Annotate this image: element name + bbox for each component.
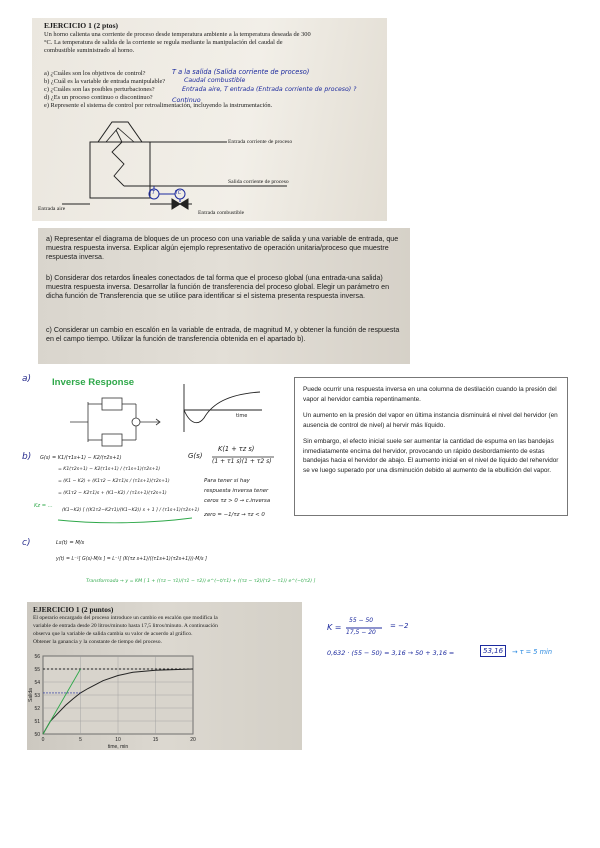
inverse-response-plot	[178, 380, 268, 440]
ex1-answer-c: Entrada aire, T entrada (Entrada corriente de proceso) ?	[182, 86, 357, 93]
ex1-question-b: b) ¿Cuál es la variable de entrada manipulable?	[44, 78, 166, 85]
ex1-title: EJERCICIO 1 (2 ptos)	[44, 21, 119, 30]
gs-note: Para tener si hay	[204, 478, 250, 484]
y-tick-label: 53	[34, 693, 40, 699]
ex3-text-line: Obtener la ganancia y la constante de tiempo del proceso.	[33, 639, 162, 645]
tt-label: TT	[149, 191, 155, 196]
gs-derivation-line: = (K1 − K2) + (K1τ2 − K2τ1)s / (τ1s+1)(τ2s+1)	[58, 479, 170, 484]
fuel-label: Entrada combustible	[198, 210, 245, 216]
kz-label: Kz = ...	[34, 503, 53, 509]
x-tick-label: 5	[79, 737, 82, 743]
gs-note: zero = −1/τz → τz < 0	[204, 512, 265, 518]
gs-result-numerator: K(1 + τz s)	[218, 445, 255, 453]
tau-calculation: 0,632 · (55 − 50) = 3,16 → 50 + 3,16 =	[327, 649, 455, 657]
y-tick-label: 54	[34, 680, 40, 686]
ex1-intro-line: combustible suministrado al horno.	[44, 47, 135, 54]
box-paragraph: Un aumento en la presión del vapor en última instancia disminuirá el nivel del hervidor (en ausencia de control de nivel) al hervir más líquido.	[303, 411, 558, 429]
tau-boxed-value: 53,16	[480, 645, 506, 657]
gs-derivation-line: = K1(τ2s+1) − K2(τ1s+1) / (τ1s+1)(τ2s+1)	[58, 467, 161, 472]
step-response-chart	[27, 650, 227, 750]
gs-label: G(s)	[188, 452, 203, 460]
box-paragraph: Puede ocurrir una respuesta inversa en una columna de destilación cuando la presión del vapor al hervidor cambia repentinamente.	[303, 386, 557, 403]
ex1-intro-line: °C. La temperatura de salida de la corriente se regula mediante la manipulación del caudal de	[44, 39, 283, 46]
gain-numerator: 55 − 50	[349, 617, 374, 624]
ex3-text-line: El operario encargado del proceso introduce un cambio en escalón que modifica la	[33, 615, 218, 621]
gs-derivation-line: = (K1τ2 − K2τ1)s + (K1−K2) / (τ1s+1)(τ2s+1)	[58, 491, 167, 496]
kz-underline	[56, 516, 196, 526]
gain-lhs: K =	[327, 623, 342, 632]
y-axis-label: Salida	[28, 688, 34, 702]
hw-a-label: a)	[22, 374, 32, 384]
ex3-text-line: observa que la variable de salida cambia su valor de acuerdo al gráfico.	[33, 631, 193, 637]
ex2-question-b: b) Considerar dos retardos lineales conectados de tal forma que el proceso global (una entrada-una salida) muestra respuesta inversa. Desarrollar la función de transferencia del proceso global. Elegir un parámetro en dicha función de Transferencia que se utilice para identificar si el sistema presenta respuesta inversa.	[46, 274, 390, 301]
time-axis-label: time	[236, 413, 248, 419]
ex1-intro-line: Un horno calienta una corriente de proceso desde temperatura ambiente a la temperatura deseada de 300	[44, 31, 311, 38]
y-tick-label: 55	[34, 667, 40, 673]
ex1-answer-b: Caudal combustible	[184, 77, 246, 84]
exercise-3-photo	[27, 602, 302, 750]
y-tick-label: 52	[34, 706, 40, 712]
y-tick-label: 51	[34, 719, 40, 725]
y-tick-label: 50	[34, 732, 40, 738]
furnace-diagram	[32, 18, 387, 221]
ex2-question-a: a) Representar el diagrama de bloques de un proceso con una variable de salida y una variable de entrada, que muestra respuesta inversa. Explicar algún ejemplo representativo de operación unitaria/proceso que muestre respuesta inversa.	[46, 235, 399, 262]
x-axis-label: time, min	[107, 744, 129, 750]
ex1-question-d: d) ¿Es un proceso continuo o discontinuo?	[44, 94, 153, 101]
ex1-answer-d: Continuo	[172, 96, 201, 104]
out-stream-label: Salida corriente de proceso	[228, 179, 289, 185]
tau-result: → τ = 5 min	[512, 648, 553, 656]
ex1-answer-a: T a la salida (Salida corriente de proceso)	[172, 68, 310, 76]
x-tick-label: 0	[41, 737, 45, 743]
ex3-title: EJERCICIO 1 (2 puntos)	[33, 605, 114, 614]
block-diagram	[60, 392, 180, 452]
ex1-question-e: e) Represente el sistema de control por retroalimentación, incluyendo la instrumentación.	[44, 102, 273, 109]
tc-label: TC	[175, 191, 182, 196]
hw-b-label: b)	[22, 452, 32, 462]
gain-result: = −2	[390, 622, 409, 630]
exercise-2-photo	[38, 228, 410, 364]
inverse-response-explanation-box	[294, 377, 568, 516]
c-transform-line: Transformada → y = KM [ 1 + ((τz − τ1)/(τ1 − τ2)) e^(−t/τ1) + ((τz − τ2)/(τ2 − τ1)) e^(−t/τ2) ]	[86, 579, 316, 584]
gs-result-denominator: (1 + τ1 s)(1 + τ2 s)	[212, 458, 272, 465]
ex1-question-c: c) ¿Cuáles son las posibles perturbaciones?	[44, 86, 155, 93]
ex2-question-c: c) Considerar un cambio en escalón en la variable de entrada, de magnitud M, y obtener la función de respuesta en el campo tiempo. Utilizar la función de transferencia obtenida en el apartado b).	[46, 326, 400, 344]
gs-note: ceros τz > 0 → c.inversa	[204, 498, 271, 504]
gs-note: respuesta inversa tener	[204, 488, 269, 494]
hw-c-label: c)	[22, 538, 31, 548]
x-tick-label: 10	[115, 737, 121, 743]
in-stream-label: Entrada corriente de proceso	[228, 139, 293, 145]
exercise-1-photo	[32, 18, 387, 221]
air-label: Entrada aire	[38, 206, 66, 212]
gs-final-line: (K1−K2) [ ((K1τ2−K2τ1)/(K1−K2)) s + 1 ] / (τ1s+1)(τ2s+1)	[62, 508, 200, 513]
ex1-question-a: a) ¿Cuáles son los objetivos de control?	[44, 70, 146, 77]
gs-derivation-line: G(s) = K1/(τ1s+1) − K2/(τ2s+1)	[40, 455, 122, 461]
ex3-text-line: variable de entrada desde 20 litros/minuto hasta 17,5 litros/minuto. A continuación	[33, 623, 218, 629]
inverse-response-title: Inverse Response	[52, 377, 135, 388]
x-tick-label: 20	[190, 737, 196, 743]
c-line-1: Ls(t) = M/s	[56, 540, 85, 546]
x-tick-label: 15	[152, 737, 159, 743]
c-line-2: y(t) = L⁻¹[ G(s)·M/s ] = L⁻¹[ (K(τz s+1)/((τ1s+1)(τ2s+1)))·M/s ]	[56, 557, 207, 562]
gain-denominator: 17,5 − 20	[346, 629, 376, 636]
y-tick-label: 56	[34, 654, 40, 660]
box-paragraph: Sin embargo, el efecto inicial suele ser aumentar la cantidad de espuma en las bandejas inmediatamente encima del hervidor, provocando un rápido desbordamiento de estas bandejas hacia el hervidor de abajo. El aumento inicial en el nivel de líquido del rehervidor se ve luego superado por una disminución debido al aumento de la ebullición del vapor.	[303, 437, 559, 475]
